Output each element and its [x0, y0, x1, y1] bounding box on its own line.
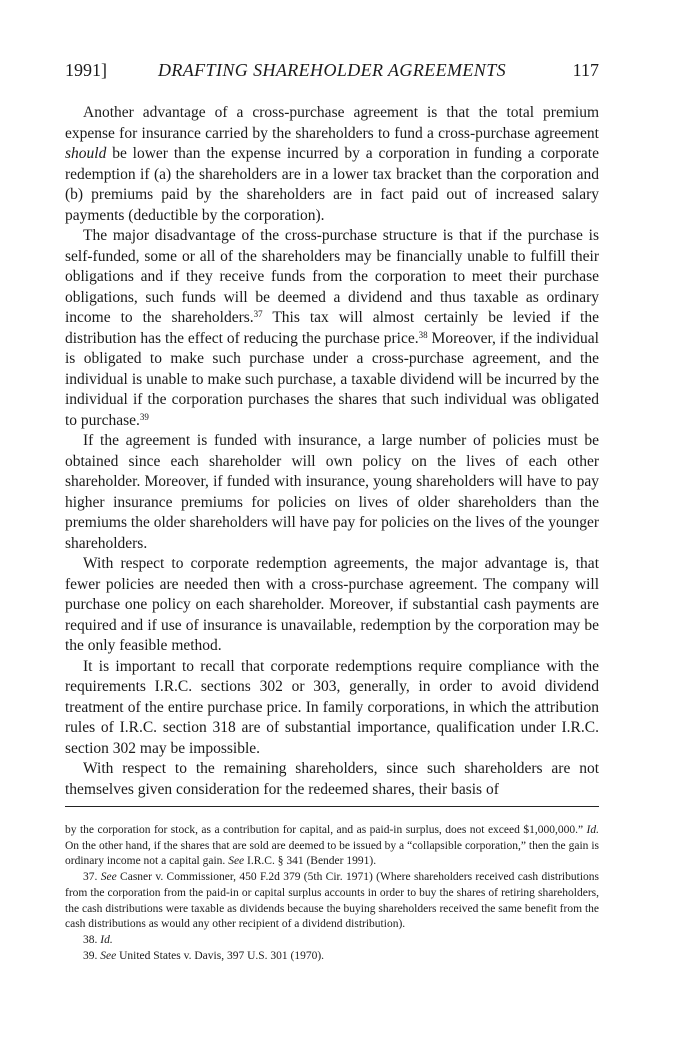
emphasis-should: should	[65, 145, 107, 162]
paragraph-6: With respect to the remaining shareholders, since such shareholders are not themselves given consideration for the redeemed shares, their basis of	[65, 760, 599, 798]
paragraph-5: It is important to recall that corporate redemptions require compliance with the requirements I.R.C. sections 302 or 303, generally, in order to avoid dividend treatment of the entire purchase price. In family corporations, in which the attribution rules of I.R.C. section 318 are of substantial importance, qualification under I.R.C. section 302 may be impossible.	[65, 657, 599, 757]
footnote-37: 37. See Casner v. Commissioner, 450 F.2d 379 (5th Cir. 1971) (Where shareholders received cash distributions from the corporation from the paid-in or capital surplus accounts in order to buy the shares of retiring shareholders, the cash distributions were taxable as dividends because the buying shareholders received the same benefit from the cash distributions as would any other recipient of a dividend distribution).	[65, 871, 599, 931]
footnotes	[65, 823, 599, 964]
footnote-ref-38[interactable]: 38	[418, 329, 428, 340]
running-header	[65, 58, 599, 82]
paragraph-4: With respect to corporate redemption agreements, the major advantage is, that fewer policies are needed then with a cross-purchase agreement. The company will purchase one policy on each shareholder. Moreover, if substantial cash payments are required and if use of insurance is unavailable, redemption by the corporation may be the only feasible method.	[65, 555, 599, 654]
paragraph-2: The major disadvantage of the cross-purchase structure is that if the purchase is self-funded, some or all of the shareholders may be financially unable to fulfill their obligations and if they receive funds from the corporation to meet their purchase obligations, such funds will be deemed a dividend and thus taxable as ordinary income to the shareholders.$^{37}$ This tax will almost certainly be levied if the distribution has the effect of reducing the purchase price.$^{38}$ Moreover, if the individual is obligated to make such purchase under a cross-purchase agreement, and the individual is unable to make such purchase, a taxable dividend will be incurred by the individual if the corporation purchases the shares that such individual was obligated to purchase.$^{39}$	[65, 227, 599, 429]
footnote-ref-37[interactable]: 37	[253, 309, 263, 319]
page-number: 117	[572, 60, 599, 80]
main-text	[65, 103, 599, 800]
footnote-39: 39. See United States v. Davis, 397 U.S. 301 (1970).	[83, 949, 325, 962]
footnote-ref-39[interactable]: 39	[139, 411, 149, 422]
header-title: DRAFTING SHAREHOLDER AGREEMENTS	[157, 60, 507, 80]
footnote-continued: by the corporation for stock, as a contribution for capital, and as paid-in surplus, does not exceed $1,000,000.” Id. On the other hand, if the shares that are sold are deemed to be issued by a “collapsible corporation,” then the gain is ordinary income not a capital gain. See I.R.C. § 341 (Bender 1991).	[65, 824, 599, 868]
footnote-divider	[65, 806, 599, 807]
paragraph-1: Another advantage of a cross-purchase agreement is that the total premium expense for insurance carried by the shareholders to fund a cross-purchase agreement should be lower than the expense incurred by a corporation in funding a corporate redemption if (a) the shareholders are in a lower tax bracket than the corporation and (b) premiums paid by the shareholders are in fact paid out of increased salary payments (deductible by the corporation).	[65, 104, 599, 224]
footnote-38: 38. Id.	[83, 933, 113, 946]
header-year: 1991]	[65, 60, 107, 80]
paragraph-3: If the agreement is funded with insurance, a large number of policies must be obtained since each shareholder will own policy on the lives of each other shareholder. Moreover, if funded with insurance, young shareholders will have to pay higher insurance premiums for policies on lives of older shareholders than the premiums the older shareholders will have pay for policies on the lives of the younger shareholders.	[65, 432, 599, 552]
